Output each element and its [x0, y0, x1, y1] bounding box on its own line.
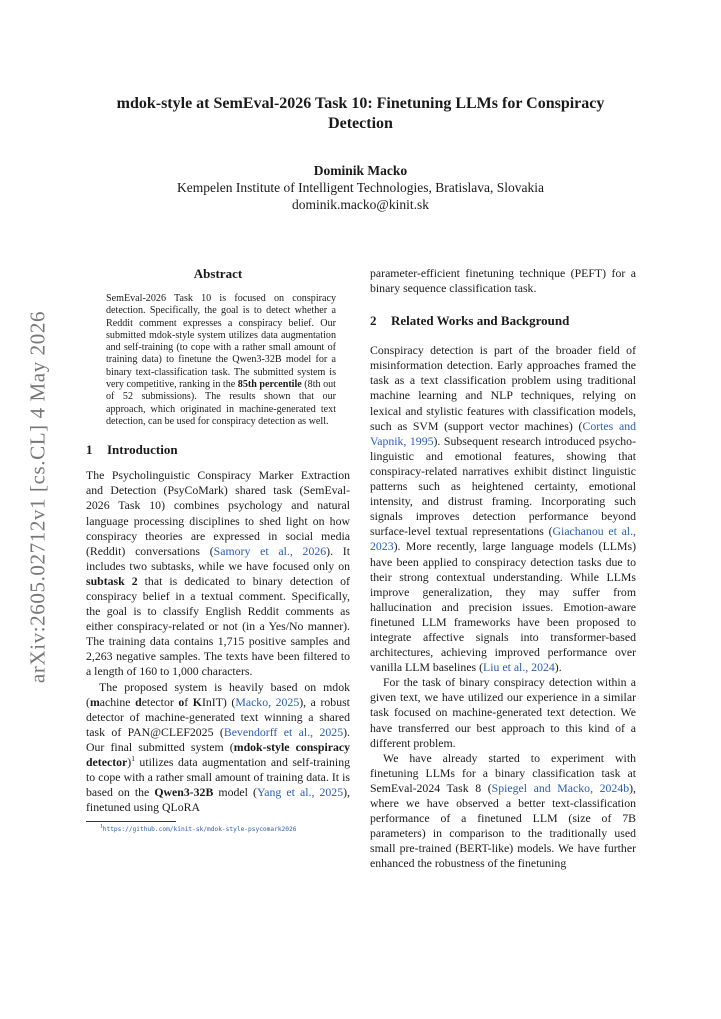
related-paragraph-1	[370, 343, 636, 675]
related-p3-text-b: ), where we have observed a better text-classification performance of a finetuned LLM (size of 7B parameters) in comparison to the traditionally used small pre-trained (BERT-like) models. We have further enhanced the robustness of the finetuning	[370, 780, 637, 871]
intro-p1-text-b: ). It includes two subtasks, while we have focused only on	[86, 543, 350, 573]
footnote-area	[86, 821, 350, 834]
related-heading-text: Related Works and Background	[391, 313, 570, 329]
footnote-mark: 1	[100, 824, 103, 831]
abstract-heading: Abstract	[193, 266, 243, 281]
related-heading	[370, 313, 636, 329]
intro-heading	[86, 442, 350, 458]
citation-macko[interactable]: Macko, 2025	[235, 694, 300, 709]
mdok-letter-k: K	[192, 694, 202, 709]
footnote-ref[interactable]: 1	[131, 754, 135, 764]
citation-spiegel[interactable]: Spiegel and Macko, 2024b	[491, 780, 630, 795]
mdok-word-f: f	[184, 694, 193, 709]
intro-p2-text-e: model (	[213, 785, 257, 800]
author-name: Dominik Macko	[313, 163, 408, 178]
intro-p2-text-a: The proposed system is heavily based on mdok (	[86, 679, 350, 709]
intro-p2-text-b: ), a robust detector of machine-generated text winning a shared task of PAN@CLEF2025 (	[86, 694, 350, 739]
intro-paragraph-2: The proposed system is heavily based on mdok (machine detector of KInIT) (Macko, 2025), a robust detector of machine-generated text winning a shared task of PAN@CLEF2025 (Bevendorff et al., 2025). Our final submitted system (mdok-style conspiracy detector)$^1$ utilizes data augmentation and self-training to cope with a rather small amount of training data. It is based on the Qwen3-32B model (Yang et al., 2025), finetuned using QLoRA	[86, 679, 350, 815]
intro-p1-bold: subtask 2	[86, 573, 138, 588]
citation-bevendorff[interactable]: Bevendorff et al., 2025	[223, 724, 344, 739]
mdok-letter-m: m	[89, 694, 100, 709]
author-block	[80, 162, 641, 213]
right-column	[370, 266, 636, 871]
footnote-rule	[86, 821, 176, 822]
citation-yang[interactable]: Yang et al., 2025	[256, 785, 344, 800]
related-p3-text-a: We have already started to experiment with finetuning LLMs for a binary classification task at SemEval-2024 Task 8 (	[370, 750, 636, 795]
model-name-bold: Qwen3-32B	[154, 785, 214, 800]
author-affiliation: Kempelen Institute of Intelligent Technologies, Bratislava, Slovakia	[177, 180, 544, 195]
related-heading-number: 2	[370, 313, 377, 329]
related-p1-text-b: ). Subsequent research introduced psycho-linguistic and emotional features, showing that conspiracy-related narratives exhibit distinct linguistic patterns such as heightened certainty, emotional intensity, and distrust framing. Incorporating such signals improves detection performance beyond surface-level textual representations (	[370, 433, 636, 539]
intro-p1-text-c: that is dedicated to binary detection of conspiracy belief in a textual comment. Specifically, the goal is to classify English Reddit comments as either conspiracy-related or not (in a Yes/No manner). The training data contains 1,715 positive samples and 2,263 negative samples. The texts have been filtered to a length of 160 to 1,000 characters.	[86, 573, 350, 679]
citation-samory[interactable]: Samory et al., 2026	[213, 543, 327, 558]
intro-p2-text-c: ). Our final submitted system (	[86, 724, 350, 754]
citation-giachanou[interactable]: Giachanou et al., 2023	[370, 524, 636, 554]
citation-liu[interactable]: Liu et al., 2024	[483, 660, 555, 675]
related-paragraph-2: For the task of binary conspiracy detection within a given text, we have utilized our experience in a similar task focused on machine-generated text detection. We have transferred our best approach to this kind of a different problem.	[370, 675, 636, 750]
abstract-rank: 85th percentile	[237, 379, 302, 391]
mdok-letter-d: d	[135, 694, 142, 709]
abstract-part-1: SemEval-2026 Task 10 is focused on conspiracy detection. Specifically, the goal is to detect whether a Reddit comment expresses a conspiracy belief. Our submitted mdok-style system utilizes data augmentation and self-training (to cope with a rather small amount of training data) to finetune the Qwen3-32B model for a binary text-classification task. The submitted system is very competitive, ranking in the	[106, 293, 336, 391]
paper-title	[80, 94, 641, 134]
related-p1-text-a: Conspiracy detection is part of the broader field of misinformation detection. Early approaches framed the task as a text classification problem using traditional machine learning and NLP techniques, relying on lexical and stylistic features with classification models, such as SVM (support vector machines) (	[370, 343, 636, 433]
related-p1-text-d: ).	[554, 660, 562, 675]
mdok-word-init: InIT) (	[201, 694, 236, 709]
intro-heading-text: Introduction	[107, 442, 178, 458]
author-email: dominik.macko@kinit.sk	[292, 197, 429, 212]
abstract-part-2: (8th out of 52 submissions). The results shown that our approach, which originated in machine-generated text detection, can be used for conspiracy detection as well.	[106, 379, 336, 427]
abstract-text	[106, 293, 336, 428]
related-p1-text-c: ). More recently, large language models (LLMs) have been applied to conspiracy detection tasks due to their strong contextual understanding. While LLMs improve generalization, they may suffer from hallucination and precision issues. Emotion-aware finetuned LLM frameworks have been proposed to integrate affective signals into transformer-based architectures, achieving improved performance over vanilla LLM baselines (	[370, 539, 636, 675]
mdok-letter-o: o	[178, 694, 185, 709]
intro-paragraph-1	[86, 468, 350, 679]
mdok-word-etector: etector	[141, 694, 179, 709]
footnote-1	[86, 825, 350, 834]
footnote-url-link[interactable]: https://github.com/kinit-sk/mdok-style-psycomark2026	[102, 826, 297, 834]
arxiv-stamp: arXiv:2605.02712v1 [cs.CL] 4 May 2026	[25, 310, 50, 684]
system-name-bold: mdok-style conspiracy detector	[86, 739, 350, 770]
citation-cortes[interactable]: Cortes and Vapnik, 1995	[370, 418, 636, 448]
related-paragraph-3	[370, 751, 636, 872]
intro-p2-text-d: utilizes data augmentation and self-training to cope with a rather small amount of training data. It is based on the	[86, 755, 350, 800]
left-column	[86, 266, 350, 834]
title-line-1: mdok-style at SemEval-2026 Task 10: Finetuning LLMs for Conspiracy	[116, 95, 605, 112]
intro-continuation: parameter-efficient finetuning technique (PEFT) for a binary sequence classification task.	[370, 266, 636, 296]
intro-heading-number: 1	[86, 442, 93, 458]
intro-p2-text-f: ), finetuned using QLoRA	[86, 785, 350, 815]
intro-p1-text-a: The Psycholinguistic Conspiracy Marker Extraction and Detection (PsyCoMark) shared task (SemEval-2026 Task 10) combines psychology and natural language processing disciplines to shed light on how conspiracy theories are expressed in social media (Reddit) conversations (	[86, 468, 350, 558]
mdok-word-achine: achine	[99, 694, 136, 709]
title-line-2: Detection	[328, 115, 393, 132]
